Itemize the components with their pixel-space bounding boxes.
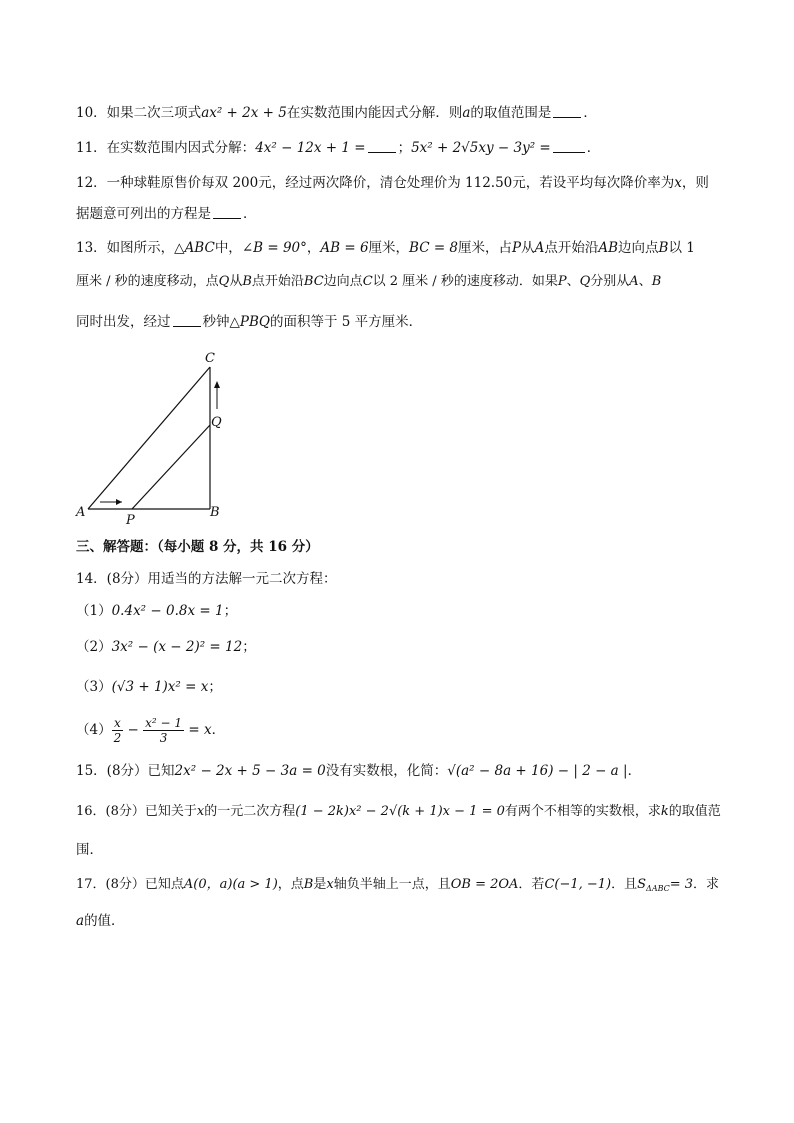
q13-point-b: B — [658, 240, 669, 256]
q13-point-q: Q — [579, 274, 591, 289]
item-end: ； — [208, 679, 222, 695]
question-14-item-4 — [76, 712, 736, 748]
equation: 0.4x² − 0.8x = 1 — [111, 603, 224, 619]
section-heading: 三、解答题：（每小题 8 分，共 16 分） — [76, 539, 319, 555]
item-end: ； — [242, 639, 256, 655]
q11-answer-blank-2[interactable] — [553, 140, 585, 153]
label-p: P — [126, 513, 135, 528]
denominator: 3 — [159, 731, 168, 745]
q13-text: 厘米 / 秒的速度移动，点 — [76, 274, 219, 289]
arrow-up-head-icon — [214, 381, 220, 388]
question-12-line-2 — [76, 205, 736, 223]
q17-text: ．若 — [518, 877, 545, 892]
q16-text: 的一元二次方程 — [204, 804, 296, 819]
equation: 3x² − (x − 2)² = 12 — [111, 639, 243, 655]
numerator: x — [112, 716, 124, 731]
q17-point-a: A(0，a)(a > 1) — [183, 877, 278, 892]
q15-text: 没有实数根，化简： — [325, 763, 448, 779]
label-b: B — [210, 505, 220, 520]
q13-text: 分别从 — [590, 274, 630, 289]
q16-text: 16．(8分）已知关于 — [76, 804, 197, 819]
q13-text: 中， — [214, 240, 242, 256]
q10-expression: ax² + 2x + 5 — [201, 105, 287, 121]
question-14-item-1 — [76, 602, 736, 620]
q13-text: 从 — [229, 274, 243, 289]
q16-text: 有两个不相等的实数根，求 — [504, 804, 661, 819]
q13-text: 边向点 — [323, 274, 363, 289]
q17-variable: x — [326, 877, 334, 892]
q11-answer-blank-1[interactable] — [368, 140, 396, 153]
q17-point-b: B — [303, 877, 314, 892]
item-end: ． — [211, 722, 226, 738]
label-q: Q — [211, 415, 222, 430]
question-11 — [76, 139, 736, 157]
q15-expression: √(a² − 8a + 16) − | 2 − a | — [447, 763, 628, 779]
q17-text: 是 — [313, 877, 327, 892]
q10-text-mid: 在实数范围内能因式分解．则 — [286, 105, 463, 121]
question-13-line-1 — [76, 239, 736, 257]
q13-text: 的面积等于 5 平方厘米． — [269, 314, 423, 330]
q11-expression-2: 5x² + 2√5xy − 3y² = — [411, 140, 551, 156]
q17-text: 的值． — [84, 913, 125, 929]
q13-text: 从 — [521, 240, 535, 256]
triangle-figure — [70, 345, 240, 530]
q11-separator: ； — [397, 140, 412, 156]
question-14-item-3 — [76, 678, 736, 696]
q11-expression-1: 4x² − 12x + 1 = — [255, 140, 366, 156]
side-ac — [88, 367, 210, 509]
q17-text: 轴负半轴上一点，且 — [333, 877, 451, 892]
question-17-line-2 — [76, 912, 736, 930]
item-number: （2） — [76, 639, 112, 655]
q13-text: ， — [306, 240, 321, 256]
question-14-item-2 — [76, 638, 736, 656]
q13-text: 边向点 — [618, 240, 659, 256]
q13-triangle: ABC — [184, 240, 215, 256]
q13-text: 、 — [638, 274, 652, 289]
question-14-title: 14．(8分）用适当的方法解一元二次方程： — [76, 571, 337, 587]
q13-text: 同时出发，经过 — [76, 314, 171, 330]
q13-triangle-pbq: PBQ — [239, 314, 270, 330]
q17-text: ．且 — [611, 877, 638, 892]
q12-answer-blank[interactable] — [213, 206, 241, 219]
q17-area-symbol: S — [637, 877, 647, 892]
q12-variable: x — [674, 175, 682, 191]
q11-text: 11．在实数范围内因式分解： — [76, 140, 256, 156]
question-17-line-1 — [76, 876, 736, 894]
item-number: （4） — [76, 722, 112, 738]
q17-variable-a: a — [76, 913, 85, 929]
q15-tail: ． — [627, 763, 642, 779]
q13-text: 点开始沿 — [251, 274, 304, 289]
q13-side-bc: BC — [303, 274, 324, 289]
q13-point-a: A — [629, 274, 639, 289]
fraction-2 — [143, 716, 184, 745]
q13-answer-blank[interactable] — [173, 314, 201, 327]
q11-tail: ． — [586, 140, 601, 156]
question-12-line-1 — [76, 174, 736, 192]
question-13-line-2 — [76, 273, 736, 291]
q10-text-end: 的取值范围是 — [470, 105, 552, 121]
item-number: （3） — [76, 679, 112, 695]
question-16-line-2: 围． — [76, 842, 103, 858]
q13-ab: AB = 6 — [320, 240, 369, 256]
q12-text: 12．一种球鞋原售价每双 200元，经过两次降价，清仓处理价为 112.50元，若设平均每次降价率为 — [76, 175, 675, 191]
segment-pq — [132, 425, 210, 509]
q17-text: ，点 — [277, 877, 304, 892]
q10-answer-blank[interactable] — [553, 105, 581, 118]
arrow-right-head-icon — [116, 499, 122, 505]
q13-point-p: P — [512, 240, 522, 256]
q13-point-c: C — [362, 274, 373, 289]
q17-text: ．求 — [693, 877, 720, 892]
fraction-1 — [112, 716, 124, 745]
q16-equation: (1 − 2k)x² − 2√(k + 1)x − 1 = 0 — [295, 804, 505, 819]
question-16-line-1 — [76, 803, 736, 821]
q12-tail: ． — [243, 206, 257, 222]
q13-point-a: A — [534, 240, 545, 256]
q17-text: 17．(8分）已知点 — [76, 877, 184, 892]
label-a: A — [76, 505, 86, 520]
q13-text: 、 — [566, 274, 580, 289]
q13-text: 以 2 厘米 / 秒的速度移动．如果 — [372, 274, 558, 289]
q10-variable: a — [462, 105, 471, 121]
q15-text: 15．(8分）已知 — [76, 763, 175, 779]
q13-text: 点开始沿 — [544, 240, 599, 256]
q15-equation: 2x² − 2x + 5 − 3a = 0 — [174, 763, 326, 779]
label-c: C — [205, 351, 215, 366]
question-10 — [76, 104, 736, 122]
q17-area-value: = 3 — [669, 877, 694, 892]
denominator: 2 — [113, 731, 122, 745]
q13-side-ab: AB — [598, 240, 619, 256]
q10-text: 10．如果二次三项式 — [76, 105, 202, 121]
q13-bc: BC = 8 — [409, 240, 459, 256]
q17-point-c: C(−1, −1) — [544, 877, 612, 892]
item-number: （1） — [76, 603, 112, 619]
q17-condition: OB = 2OA — [450, 877, 519, 892]
q13-point-q: Q — [218, 274, 230, 289]
item-end: ； — [223, 603, 238, 619]
question-13-line-3 — [76, 313, 736, 331]
minus-sign: − — [127, 722, 139, 738]
equation: (√3 + 1)x² = x — [111, 679, 209, 695]
q13-text: 厘米，占 — [458, 240, 513, 256]
q17-area-subscript: ΔABC — [646, 884, 670, 893]
q13-text: 以 1 — [668, 240, 695, 256]
q13-point-b: B — [242, 274, 252, 289]
q16-variable-k: k — [660, 804, 669, 819]
q13-point-p: P — [557, 274, 567, 289]
q10-tail: ． — [583, 105, 597, 121]
q13-text: 厘米， — [368, 240, 410, 256]
q13-text: 13．如图所示，△ — [76, 240, 185, 256]
q16-text: 的取值范 — [668, 804, 721, 819]
q13-angle: ∠B = 90° — [241, 240, 307, 256]
q12-text-2: 据题意可列出的方程是 — [76, 206, 211, 222]
q16-variable: x — [196, 804, 205, 819]
equation-rest: = x — [188, 722, 212, 738]
question-15 — [76, 762, 736, 780]
q12-text-end: ，则 — [681, 175, 709, 191]
numerator: x² − 1 — [145, 716, 183, 730]
q13-point-b: B — [651, 274, 662, 289]
q13-text: 秒钟△ — [202, 314, 240, 330]
